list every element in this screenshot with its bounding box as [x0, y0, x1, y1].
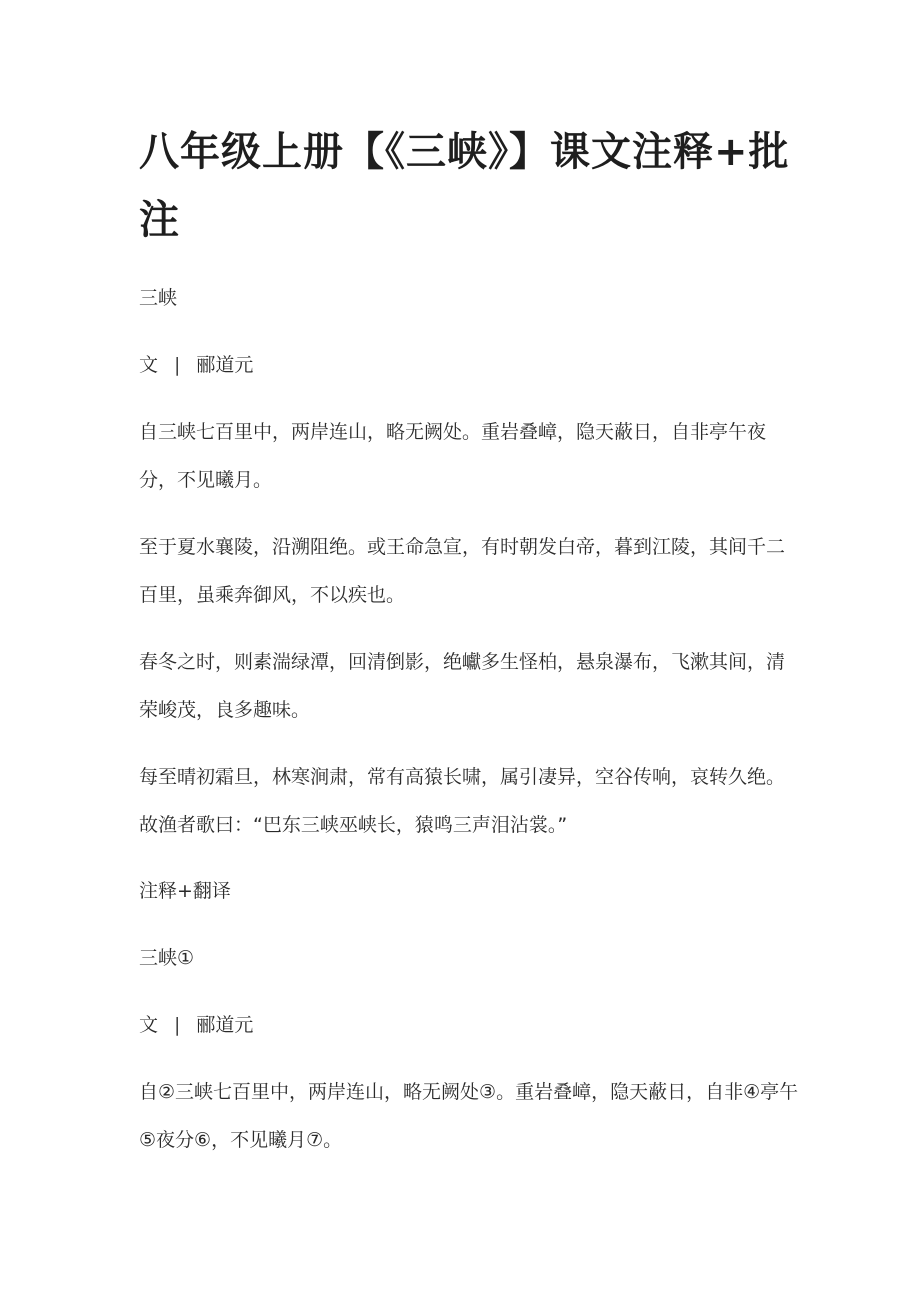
- paragraph-3: 春冬之时，则素湍绿潭，回清倒影，绝巘多生怪柏，悬泉瀑布，飞漱其间，清荣峻茂，良多趣味。: [139, 651, 786, 721]
- byline-author: 郦道元: [196, 354, 254, 376]
- byline-label: 文: [139, 354, 159, 376]
- paragraph-4: 每至晴初霜旦，林寒涧肃，常有高猿长啸，属引凄异，空谷传响，哀转久绝。故渔者歌曰：“巴东三峡巫峡长，猿鸣三声泪沾裳。”: [139, 766, 786, 836]
- document-title: 八年级上册【《三峡》】课文注释+批注: [139, 129, 790, 243]
- annotated-byline-author: 郦道元: [196, 1014, 254, 1036]
- byline: [139, 341, 799, 389]
- annotation-heading: 注释+翻译: [139, 880, 231, 902]
- annotated-byline-separator: |: [174, 1014, 181, 1036]
- byline-separator: |: [174, 354, 181, 376]
- paragraph-2: 至于夏水襄陵，沿溯阻绝。或王命急宣，有时朝发白帝，暮到江陵，其间千二百里，虽乘奔御风，不以疾也。: [139, 536, 786, 606]
- section-title: 三峡: [139, 287, 178, 309]
- annotated-byline-label: 文: [139, 1014, 159, 1036]
- annotated-paragraph-1: 自②三峡七百里中，两岸连山，略无阙处③。重岩叠嶂，隐天蔽日，自非④亭午⑤夜分⑥，不见曦月⑦。: [139, 1081, 799, 1151]
- paragraph-1: 自三峡七百里中，两岸连山，略无阙处。重岩叠嶂，隐天蔽日，自非亭午夜分，不见曦月。: [139, 421, 767, 491]
- annotated-byline: [139, 1001, 799, 1049]
- annotated-title: 三峡①: [139, 947, 195, 969]
